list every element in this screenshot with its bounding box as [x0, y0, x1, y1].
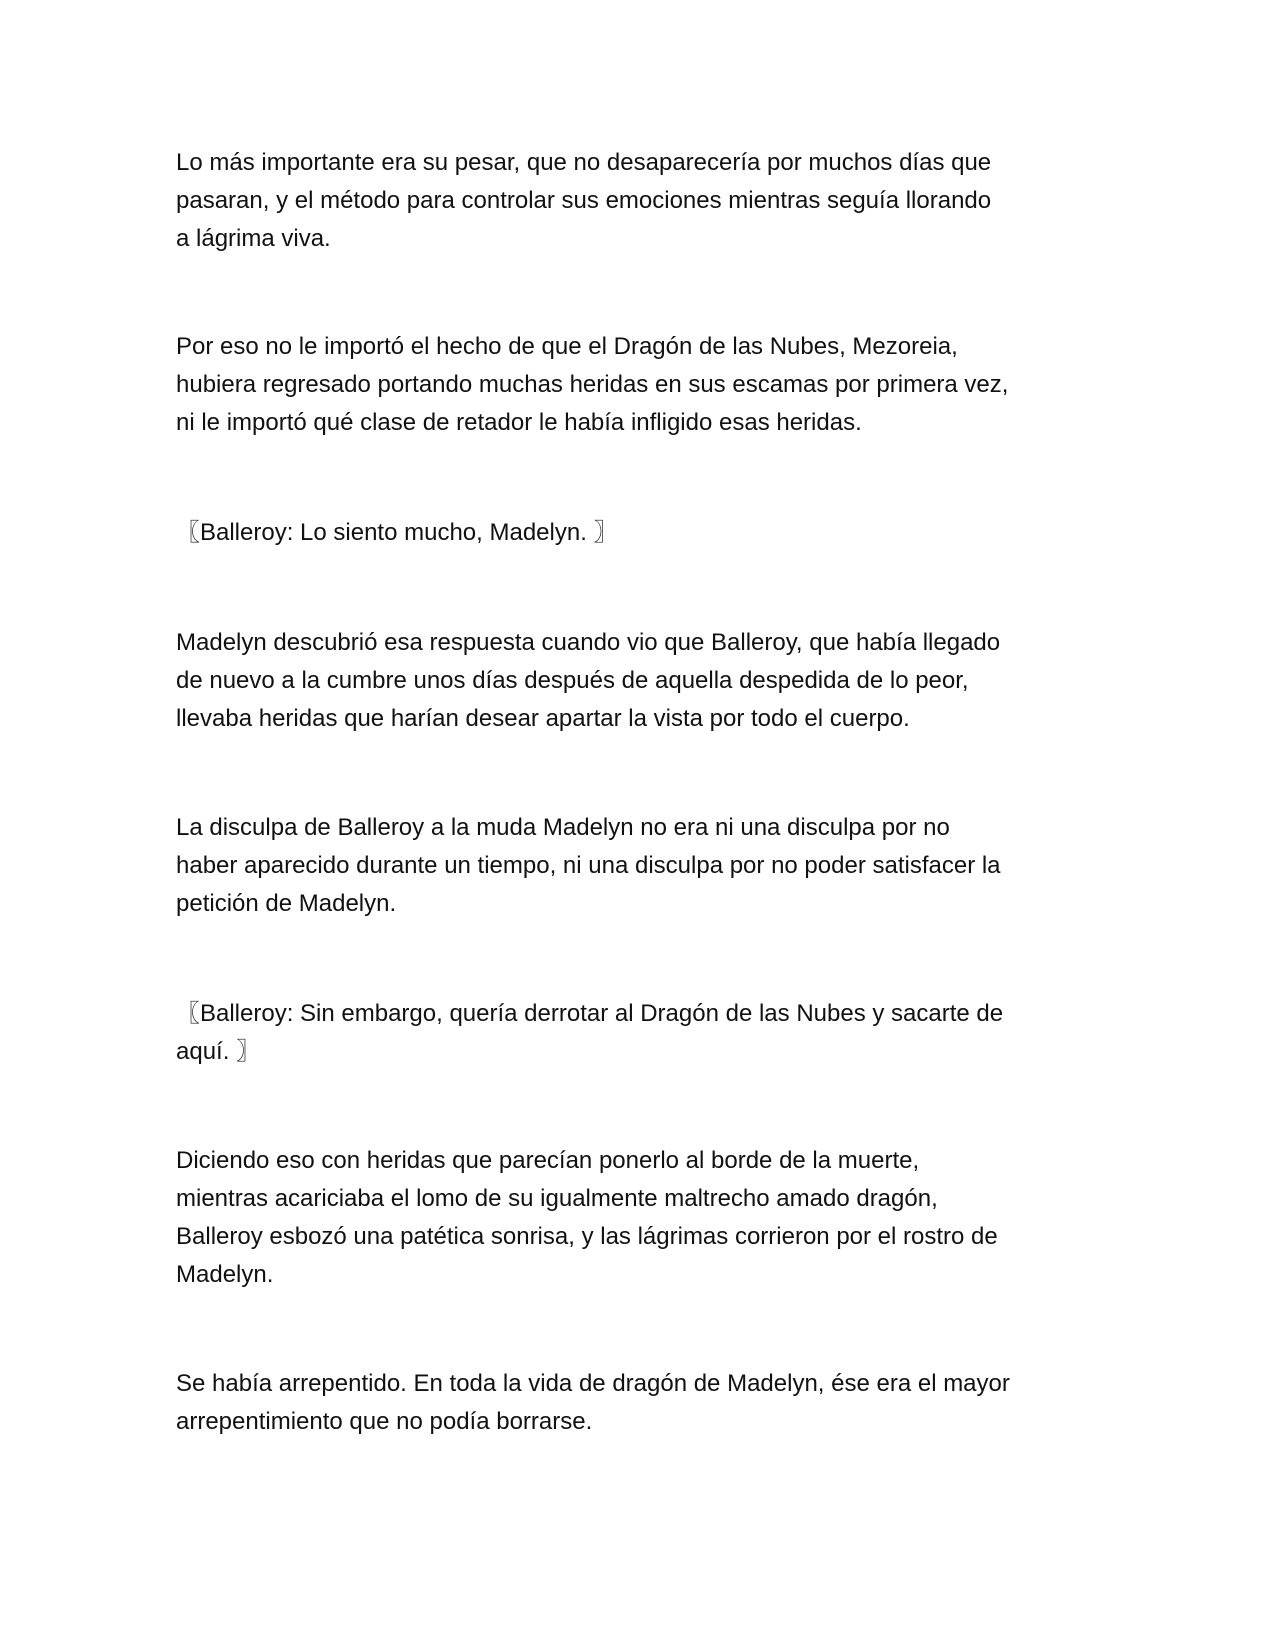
text-line: petición de Madelyn.: [176, 890, 397, 917]
text-line: mientras acariciaba el lomo de su igualmente maltrecho amado dragón,: [176, 1185, 938, 1212]
paragraph-4: [176, 809, 1116, 923]
dialogue-line-1: [176, 514, 1116, 552]
text-line: Se había arrepentido. En toda la vida de dragón de Madelyn, ése era el mayor: [176, 1370, 1010, 1397]
text-line: La disculpa de Balleroy a la muda Madelyn no era ni una disculpa por no: [176, 814, 950, 841]
text-line: Madelyn.: [176, 1261, 274, 1288]
text-line: Lo más importante era su pesar, que no desaparecería por muchos días que: [176, 149, 992, 176]
text-line: Balleroy esbozó una patética sonrisa, y las lágrimas corrieron por el rostro de: [176, 1223, 998, 1250]
text-line: ni le importó qué clase de retador le había infligido esas heridas.: [176, 409, 862, 436]
text-line: arrepentimiento que no podía borrarse.: [176, 1408, 593, 1435]
text-line: llevaba heridas que harían desear apartar la vista por todo el cuerpo.: [176, 705, 910, 732]
text-line: hubiera regresado portando muchas heridas en sus escamas por primera vez,: [176, 371, 1009, 398]
text-line: 〖Balleroy: Lo siento mucho, Madelyn. 〗: [176, 519, 618, 546]
text-line: aquí. 〗: [176, 1038, 261, 1065]
paragraph-2: [176, 328, 1116, 442]
text-line: Por eso no le importó el hecho de que el Dragón de las Nubes, Mezoreia,: [176, 333, 958, 360]
paragraph-6: [176, 1365, 1116, 1441]
text-line: Diciendo eso con heridas que parecían ponerlo al borde de la muerte,: [176, 1147, 920, 1174]
text-line: de nuevo a la cumbre unos días después de aquella despedida de lo peor,: [176, 667, 969, 694]
text-line: 〖Balleroy: Sin embargo, quería derrotar al Dragón de las Nubes y sacarte de: [176, 1000, 1004, 1027]
paragraph-5: [176, 1142, 1116, 1294]
paragraph-1: [176, 144, 1116, 258]
text-line: Madelyn descubrió esa respuesta cuando vio que Balleroy, que había llegado: [176, 629, 1001, 656]
text-line: haber aparecido durante un tiempo, ni una disculpa por no poder satisfacer la: [176, 852, 1001, 879]
text-line: a lágrima viva.: [176, 225, 331, 252]
dialogue-line-2: [176, 995, 1116, 1071]
paragraph-3: [176, 624, 1116, 738]
text-line: pasaran, y el método para controlar sus emociones mientras seguía llorando: [176, 187, 992, 214]
